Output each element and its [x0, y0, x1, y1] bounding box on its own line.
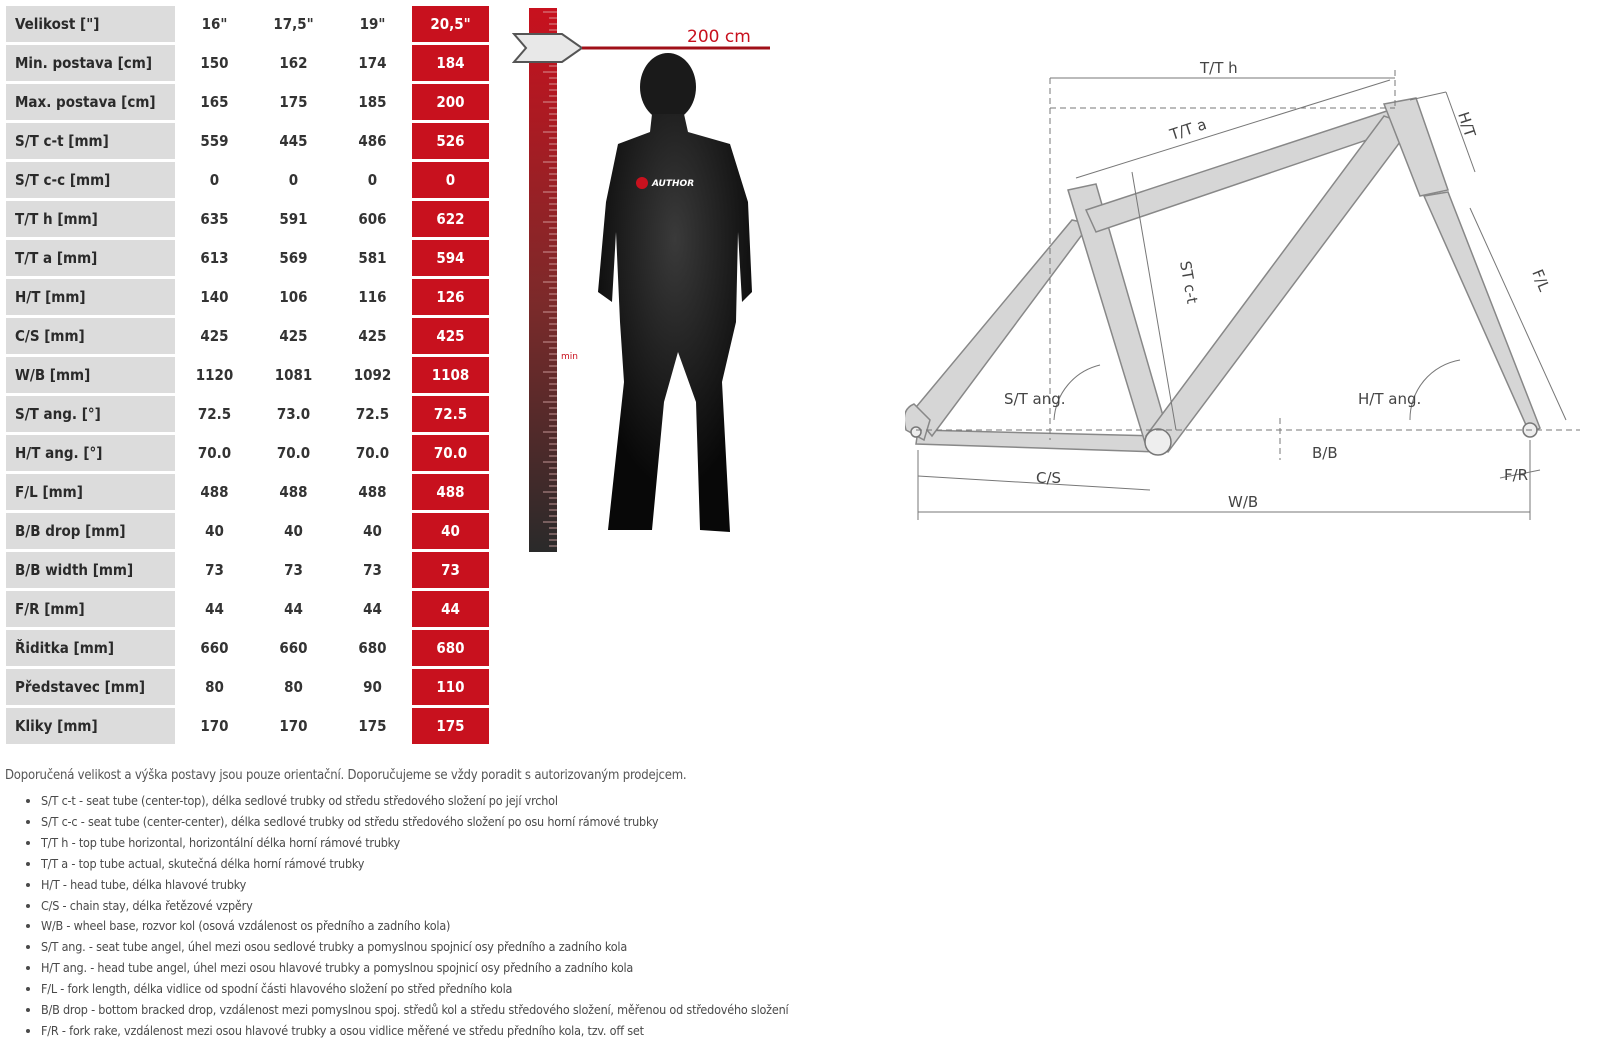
table-row — [6, 591, 489, 630]
label-st-ang: S/T ang. — [1004, 390, 1066, 408]
size-cell: 635 — [175, 201, 254, 240]
size-cell: 486 — [333, 123, 412, 162]
size-cell: 44 — [254, 591, 333, 630]
row-label: F/L [mm] — [6, 474, 175, 513]
row-label: S/T c-t [mm] — [6, 123, 175, 162]
size-cell: 73 — [254, 552, 333, 591]
size-cell: 116 — [333, 279, 412, 318]
note-item: • W/B - wheel base, rozvor kol (osová vzdálenost os předního a zadního kola) — [41, 916, 788, 937]
height-ruler — [529, 8, 557, 552]
highlighted-size-cell: 40 — [412, 513, 489, 552]
size-cell: 581 — [333, 240, 412, 279]
table-row — [6, 708, 489, 747]
highlighted-size-cell: 488 — [412, 474, 489, 513]
table-row — [6, 45, 489, 84]
highlighted-size-cell: 44 — [412, 591, 489, 630]
row-label: T/T a [mm] — [6, 240, 175, 279]
size-cell: 40 — [254, 513, 333, 552]
size-cell: 17,5" — [254, 6, 333, 45]
size-cell: 559 — [175, 123, 254, 162]
row-label: C/S [mm] — [6, 318, 175, 357]
size-cell: 569 — [254, 240, 333, 279]
size-cell: 73 — [175, 552, 254, 591]
size-cell: 185 — [333, 84, 412, 123]
row-label: Kliky [mm] — [6, 708, 175, 747]
note-item: • S/T c-t - seat tube (center-top), délka sedlové trubky od středu středového složení po její vrchol — [41, 791, 788, 812]
highlighted-size-cell: 425 — [412, 318, 489, 357]
size-cell: 72.5 — [175, 396, 254, 435]
size-cell: 140 — [175, 279, 254, 318]
table-row — [6, 669, 489, 708]
size-cell: 19" — [333, 6, 412, 45]
size-cell: 170 — [254, 708, 333, 747]
label-fl: F/L — [1528, 266, 1554, 294]
highlighted-size-cell: 184 — [412, 45, 489, 84]
size-cell: 613 — [175, 240, 254, 279]
size-cell: 0 — [254, 162, 333, 201]
label-bb: B/B — [1312, 444, 1338, 462]
table-row — [6, 474, 489, 513]
size-cell: 175 — [254, 84, 333, 123]
label-ht: H/T — [1454, 109, 1480, 140]
highlighted-size-cell: 126 — [412, 279, 489, 318]
row-label: S/T c-c [mm] — [6, 162, 175, 201]
size-cell: 40 — [333, 513, 412, 552]
highlighted-size-cell: 110 — [412, 669, 489, 708]
rear-axle — [911, 427, 921, 437]
size-cell: 680 — [333, 630, 412, 669]
highlighted-size-cell: 70.0 — [412, 435, 489, 474]
author-logo-icon — [636, 177, 648, 189]
table-row — [6, 6, 489, 45]
size-cell: 90 — [333, 669, 412, 708]
arrow-icon — [514, 34, 582, 62]
size-cell: 73.0 — [254, 396, 333, 435]
row-label: Velikost ["] — [6, 6, 175, 45]
size-cell: 106 — [254, 279, 333, 318]
size-cell: 174 — [333, 45, 412, 84]
highlighted-size-cell: 680 — [412, 630, 489, 669]
highlighted-size-cell: 594 — [412, 240, 489, 279]
note-item: • H/T - head tube, délka hlavové trubky — [41, 875, 788, 896]
person-silhouette — [590, 52, 780, 552]
ruler-top-label: 200 cm — [687, 27, 751, 47]
table-row — [6, 240, 489, 279]
note-item: • H/T ang. - head tube angel, úhel mezi osou hlavové trubky a pomyslnou spojnicí osy předního a zadního kola — [41, 958, 788, 979]
note-item: • T/T h - top tube horizontal, horizontální délka horní rámové trubky — [41, 833, 788, 854]
row-label: B/B drop [mm] — [6, 513, 175, 552]
table-row — [6, 630, 489, 669]
ruler-min-label: min — [561, 352, 578, 362]
highlighted-size-cell: 72.5 — [412, 396, 489, 435]
size-cell: 70.0 — [333, 435, 412, 474]
size-cell: 72.5 — [333, 396, 412, 435]
table-row — [6, 201, 489, 240]
row-label: Max. postava [cm] — [6, 84, 175, 123]
row-label: Min. postava [cm] — [6, 45, 175, 84]
size-cell: 44 — [333, 591, 412, 630]
row-label: W/B [mm] — [6, 357, 175, 396]
highlighted-size-cell: 73 — [412, 552, 489, 591]
size-cell: 0 — [333, 162, 412, 201]
size-cell: 80 — [175, 669, 254, 708]
table-row — [6, 396, 489, 435]
bottom-bracket — [1145, 429, 1171, 455]
author-logo-text: AUTHOR — [652, 179, 695, 189]
table-row — [6, 162, 489, 201]
size-cell: 660 — [254, 630, 333, 669]
size-cell: 425 — [175, 318, 254, 357]
highlighted-size-cell: 0 — [412, 162, 489, 201]
row-label: T/T h [mm] — [6, 201, 175, 240]
row-label: Představec [mm] — [6, 669, 175, 708]
size-cell: 150 — [175, 45, 254, 84]
notes-intro: Doporučená velikost a výška postavy jsou pouze orientační. Doporučujeme se vždy poradit s autorizovaným prodejcem. — [5, 768, 687, 783]
size-cell: 1120 — [175, 357, 254, 396]
size-cell: 425 — [254, 318, 333, 357]
size-cell: 488 — [254, 474, 333, 513]
frame-geometry-diagram — [905, 50, 1595, 530]
label-wb: W/B — [1228, 493, 1259, 511]
row-label: F/R [mm] — [6, 591, 175, 630]
highlighted-size-cell: 526 — [412, 123, 489, 162]
size-cell: 170 — [175, 708, 254, 747]
size-cell: 488 — [175, 474, 254, 513]
note-item: • S/T c-c - seat tube (center-center), délka sedlové trubky od středu středového složení po osu horní rámové trubky — [41, 812, 788, 833]
highlighted-size-cell: 622 — [412, 201, 489, 240]
size-cell: 70.0 — [254, 435, 333, 474]
note-item: • T/T a - top tube actual, skutečná délka horní rámové trubky — [41, 854, 788, 875]
size-cell: 16" — [175, 6, 254, 45]
table-row — [6, 552, 489, 591]
size-cell: 488 — [333, 474, 412, 513]
size-cell: 1081 — [254, 357, 333, 396]
size-cell: 425 — [333, 318, 412, 357]
geometry-table — [6, 6, 489, 747]
size-cell: 445 — [254, 123, 333, 162]
label-ht-ang: H/T ang. — [1358, 390, 1422, 408]
size-cell: 80 — [254, 669, 333, 708]
note-item: • F/R - fork rake, vzdálenost mezi osou hlavové trubky a osou vidlice měřené ve středu předního kola, tzv. off set — [41, 1021, 788, 1042]
size-cell: 73 — [333, 552, 412, 591]
highlighted-size-cell: 200 — [412, 84, 489, 123]
size-cell: 44 — [175, 591, 254, 630]
row-label: Řiditka [mm] — [6, 630, 175, 669]
size-cell: 70.0 — [175, 435, 254, 474]
size-cell: 591 — [254, 201, 333, 240]
table-row — [6, 84, 489, 123]
size-cell: 40 — [175, 513, 254, 552]
size-cell: 162 — [254, 45, 333, 84]
notes-list — [5, 791, 788, 1042]
size-cell: 606 — [333, 201, 412, 240]
notes-section — [5, 768, 788, 1042]
note-item: • S/T ang. - seat tube angel, úhel mezi osou sedlové trubky a pomyslnou spojnicí osy předního a zadního kola — [41, 937, 788, 958]
table-row — [6, 513, 489, 552]
note-item: • F/L - fork length, délka vidlice od spodní části hlavového složení po střed předního kola — [41, 979, 788, 1000]
highlighted-size-cell: 1108 — [412, 357, 489, 396]
highlighted-size-cell: 20,5" — [412, 6, 489, 45]
label-tta: T/T a — [1167, 115, 1209, 144]
note-item: • B/B drop - bottom bracked drop, vzdálenost mezi pomyslnou spoj. středů kol a středu středového složení, měřenou od středového složení — [41, 1000, 788, 1021]
row-label: H/T ang. [°] — [6, 435, 175, 474]
table-row — [6, 435, 489, 474]
note-item: • C/S - chain stay, délka řetězové vzpěry — [41, 896, 788, 917]
table-row — [6, 123, 489, 162]
size-cell: 175 — [333, 708, 412, 747]
table-row — [6, 357, 489, 396]
row-label: S/T ang. [°] — [6, 396, 175, 435]
table-row — [6, 279, 489, 318]
geometry-table-body — [6, 6, 489, 747]
label-fr: F/R — [1504, 466, 1529, 484]
table-row — [6, 318, 489, 357]
label-tth: T/T h — [1200, 59, 1238, 77]
highlighted-size-cell: 175 — [412, 708, 489, 747]
label-stct: ST c-t — [1176, 259, 1202, 306]
row-label: B/B width [mm] — [6, 552, 175, 591]
size-cell: 0 — [175, 162, 254, 201]
label-cs: C/S — [1036, 469, 1062, 487]
row-label: H/T [mm] — [6, 279, 175, 318]
size-cell: 1092 — [333, 357, 412, 396]
size-cell: 165 — [175, 84, 254, 123]
size-cell: 660 — [175, 630, 254, 669]
